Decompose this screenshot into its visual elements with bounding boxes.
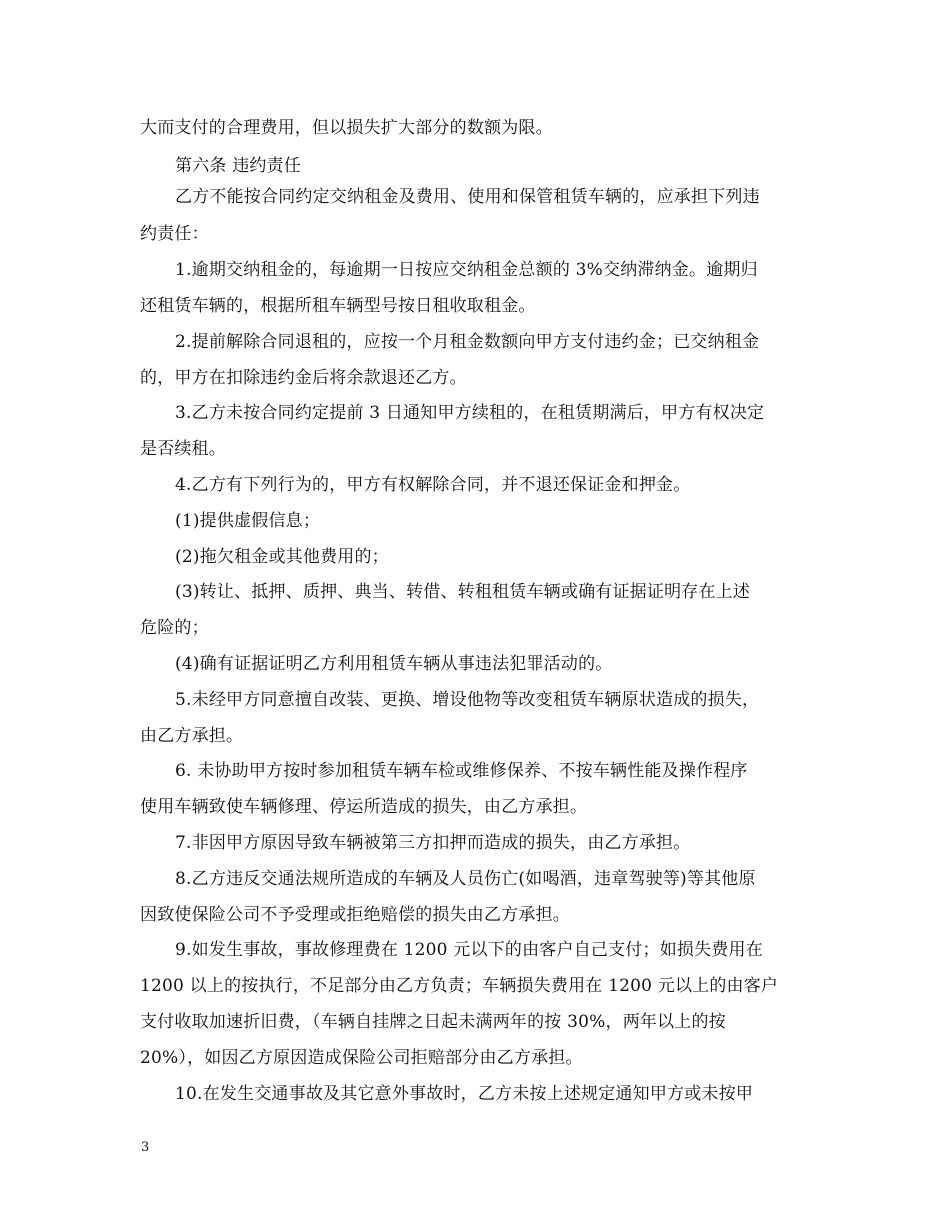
text-line-21: 7.非因甲方原因导致车辆被第三方扣押而造成的损失，由乙方承担。 bbox=[175, 833, 691, 853]
text-line-12: (1)提供虚假信息； bbox=[175, 511, 321, 531]
text-line-17: 5.未经甲方同意擅自改装、更换、增设他物等改变租赁车辆原状造成的损失， bbox=[175, 690, 760, 710]
text-line-7: 2.提前解除合同退租的，应按一个月租金数额向甲方支付违约金；已交纳租金 bbox=[175, 332, 760, 352]
text-line-1: 大而支付的合理费用，但以损失扩大部分的数额为限。 bbox=[140, 118, 553, 138]
text-line-27: 20%），如因乙方原因造成保险公司拒赔部分由乙方承担。 bbox=[140, 1048, 583, 1068]
text-line-25: 1200 以上的按执行，不足部分由乙方负责；车辆损失费用在 1200 元以上的由客户 bbox=[140, 976, 779, 996]
text-line-26: 支付收取加速折旧费，（车辆自挂牌之日起未满两年的按 30%，两年以上的按 bbox=[140, 1012, 726, 1032]
text-line-13: (2)拖欠租金或其他费用的； bbox=[175, 547, 389, 567]
text-line-19: 6. 未协助甲方按时参加租赁车辆车检或维修保养、不按车辆性能及操作程序 bbox=[175, 761, 748, 781]
text-line-24: 9.如发生事故，事故修理费在 1200 元以下的由客户自己支付；如损失费用在 bbox=[175, 940, 763, 960]
text-line-18: 由乙方承担。 bbox=[140, 726, 244, 746]
text-line-5: 1.逾期交纳租金的，每逾期一日按应交纳租金总额的 3%交纳滞纳金。逾期归 bbox=[175, 260, 758, 280]
text-line-16: (4)确有证据证明乙方利用租赁车辆从事违法犯罪活动的。 bbox=[175, 654, 613, 674]
text-line-8: 的，甲方在扣除违约金后将余款退还乙方。 bbox=[140, 368, 467, 388]
text-line-3: 乙方不能按合同约定交纳租金及费用、使用和保管租赁车辆的，应承担下列违 bbox=[175, 187, 760, 207]
text-line-4: 约责任： bbox=[140, 224, 209, 244]
text-line-22: 8.乙方违反交通法规所造成的车辆及人员伤亡(如喝酒，违章驾驶等)等其他原 bbox=[175, 869, 756, 889]
text-line-28: 10.在发生交通事故及其它意外事故时，乙方未按上述规定通知甲方或未按甲 bbox=[175, 1084, 754, 1104]
page-number: 3 bbox=[141, 1140, 150, 1155]
text-line-11: 4.乙方有下列行为的，甲方有权解除合同，并不退还保证金和押金。 bbox=[175, 475, 691, 495]
text-line-9: 3.乙方未按合同约定提前 3 日通知甲方续租的，在租赁期满后，甲方有权决定 bbox=[175, 403, 765, 423]
text-line-20: 使用车辆致使车辆修理、停运所造成的损失，由乙方承担。 bbox=[140, 797, 588, 817]
text-line-6: 还租赁车辆的，根据所租车辆型号按日租收取租金。 bbox=[140, 296, 536, 316]
text-line-14: (3)转让、抵押、质押、典当、转借、转租租赁车辆或确有证据证明存在上述 bbox=[175, 582, 751, 602]
text-line-15: 危险的； bbox=[140, 618, 209, 638]
text-line-23: 因致使保险公司不予受理或拒绝赔偿的损失由乙方承担。 bbox=[140, 905, 570, 925]
text-line-10: 是否续租。 bbox=[140, 439, 226, 459]
section-heading: 第六条 违约责任 bbox=[175, 156, 302, 176]
